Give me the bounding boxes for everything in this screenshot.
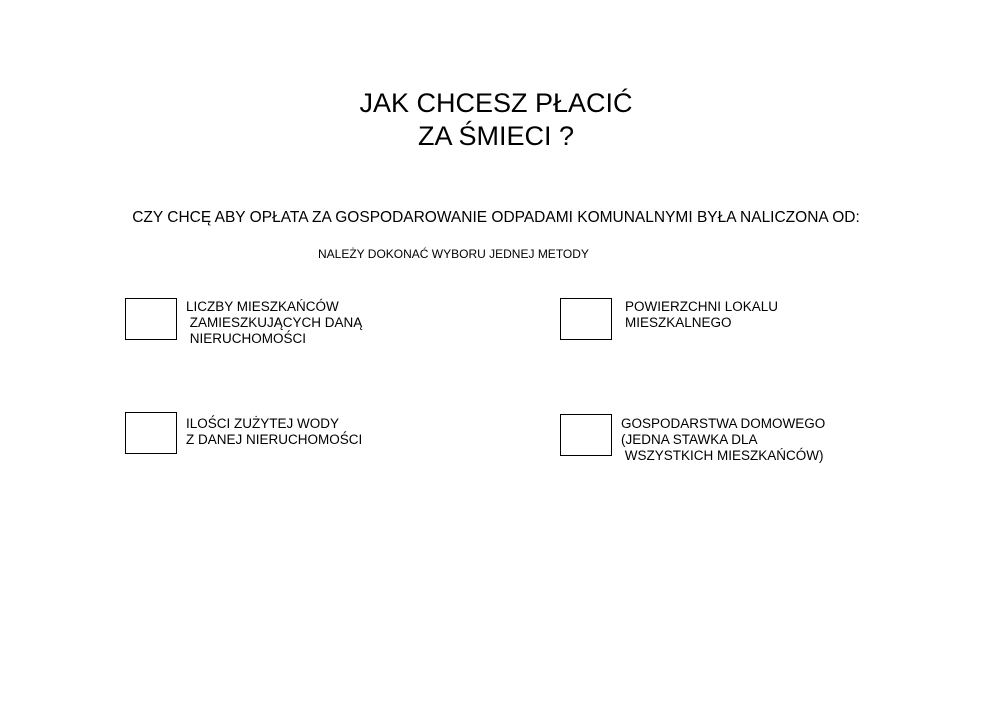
option-label-line: WSZYSTKICH MIESZKAŃCÓW): [621, 448, 824, 463]
option-label-household: [621, 416, 825, 464]
checkbox-living-area[interactable]: [560, 298, 612, 340]
option-label-line: MIESZKALNEGO: [625, 315, 732, 330]
option-label-line: GOSPODARSTWA DOMOWEGO: [621, 416, 826, 431]
option-label-line: NIERUCHOMOŚCI: [186, 331, 307, 346]
page-title-line-2: ZA ŚMIECI ?: [417, 121, 575, 151]
checkbox-household[interactable]: [560, 414, 612, 456]
checkbox-residents-count[interactable]: [125, 298, 177, 340]
option-label-line: POWIERZCHNI LOKALU: [625, 299, 779, 314]
option-label-living-area: [625, 299, 778, 331]
option-label-residents-count: [186, 299, 362, 347]
option-label-line: LICZBY MIESZKAŃCÓW: [186, 299, 339, 314]
option-label-line: (JEDNA STAWKA DLA: [621, 432, 758, 447]
option-label-water-usage: [186, 416, 362, 448]
option-label-line: Z DANEJ NIERUCHOMOŚCI: [186, 432, 363, 447]
checkbox-water-usage[interactable]: [125, 412, 177, 454]
question-text: CZY CHCĘ ABY OPŁATA ZA GOSPODAROWANIE ODPADAMI KOMUNALNYMI BYŁA NALICZONA OD:: [132, 209, 860, 226]
instruction-text: NALEŻY DOKONAĆ WYBORU JEDNEJ METODY: [318, 247, 589, 261]
page-title-line-1: JAK CHCESZ PŁACIĆ: [359, 88, 633, 118]
option-label-line: ILOŚCI ZUŻYTEJ WODY: [186, 416, 340, 431]
option-label-line: ZAMIESZKUJĄCYCH DANĄ: [186, 315, 363, 330]
